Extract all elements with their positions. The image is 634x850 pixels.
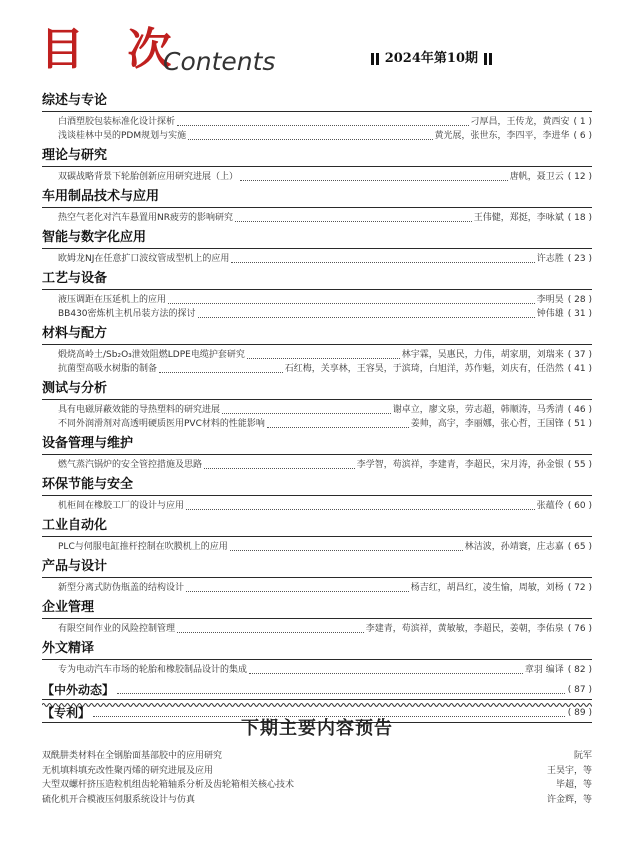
entry-page: ( 72 ) [567,583,592,593]
toc-entry[interactable] [42,458,592,472]
entry-title: 白酒塑胶包装标准化设计探析 [58,117,176,127]
section-title: 工艺与设备 [42,270,592,290]
toc-section [42,325,592,376]
entry-authors: 唐帆，聂卫云 [509,172,564,182]
section-title: 理论与研究 [42,147,592,167]
toc-entry[interactable] [42,293,592,307]
dot-leader [168,303,535,304]
section-title: 外文精译 [42,640,592,660]
toc-entry[interactable] [42,348,592,362]
entry-page: ( 55 ) [567,460,592,470]
dot-leader [247,358,400,359]
toc-entry[interactable] [42,129,592,143]
table-of-contents [42,92,592,723]
dot-leader [204,468,355,469]
next-item-author: 许金辉，等 [546,794,592,805]
entry-page: ( 12 ) [567,172,592,182]
next-item-author: 王昊宇，等 [546,765,592,776]
entry-page: ( 18 ) [567,213,592,223]
page-subtitle: Contents [163,47,276,76]
dot-leader [267,427,409,428]
toc-section [42,599,592,636]
entry-page: ( 23 ) [567,254,592,264]
dot-leader [240,180,508,181]
toc-section [42,147,592,184]
entry-title: 专为电动汽车市场的轮胎和橡胶制品设计的集成 [58,665,248,675]
entry-authors: 许志胜 [536,254,564,264]
next-issue-item[interactable] [42,764,592,779]
entry-page: ( 31 ) [567,309,592,319]
section-title: 【专利】 [42,706,91,720]
next-issue-item[interactable] [42,749,592,764]
entry-authors: 钟伟雄 [536,309,564,319]
entry-title: 燃气蒸汽锅炉的安全管控措施及思路 [58,460,203,470]
toc-entry[interactable] [42,663,592,677]
dot-leader [230,550,463,551]
next-item-author: 阮军 [573,751,592,761]
entry-title: 双碳战略背景下轮胎创新应用研究进展（上） [58,172,239,182]
entry-authors: 张蕴伶 [536,501,564,511]
entry-authors: 黄光展，张世东，李四平，李进华 [434,131,570,141]
dot-leader [235,221,472,222]
toc-entry[interactable] [42,581,592,595]
entry-authors: 林宇霖，吴惠民，力伟，胡家朋，刘瑞来 [401,350,564,360]
next-issue-title: 下期主要内容预告 [241,718,393,739]
toc-section [42,640,592,677]
toc-entry[interactable] [42,307,592,321]
dot-leader [198,317,535,318]
next-item-title: 大型双螺杆挤压造粒机组齿轮箱轴系分析及齿轮箱相关核心技术 [42,780,295,790]
issue-label [365,50,498,68]
toc-section [42,681,592,700]
next-item-title: 硫化机开合模液压伺服系统设计与仿真 [42,794,196,805]
toc-entry[interactable] [42,540,592,554]
entry-title: 抗菌型高吸水树脂的制备 [58,364,158,374]
dot-leader [222,413,391,414]
section-title: 测试与分析 [42,380,592,400]
entry-title: 浅谈桂林中昊的PDM规划与实施 [58,131,187,141]
entry-page: ( 65 ) [567,542,592,552]
section-title: 【中外动态】 [42,683,115,697]
entry-authors: 姜帅，高宇，李丽娜，张心哲，王国锋 [410,419,564,429]
section-title: 设备管理与维护 [42,435,592,455]
section-title: 车用制品技术与应用 [42,188,592,208]
next-item-title: 无机填料填充改性聚丙烯的研究进展及应用 [42,765,214,776]
dot-leader [177,125,468,126]
dot-leader [186,509,535,510]
wave-divider [42,702,592,708]
entry-page: ( 89 ) [567,708,592,718]
page-title: 目 次 [40,24,186,75]
entry-page: ( 28 ) [567,295,592,305]
entry-page: ( 60 ) [567,501,592,511]
entry-authors: 李明昊 [536,295,564,305]
entry-title: 机柜间在橡胶工厂的设计与应用 [58,501,185,511]
entry-authors: 李学智，苟滨祥，李建青，李超民，宋月涛，孙金银 [356,460,564,470]
toc-entry[interactable] [42,115,592,129]
header [0,0,634,88]
entry-title: 煅烧高岭土/Sb₂O₃泄效阻燃LDPE电缆护套研究 [58,350,245,360]
entry-authors: 章羽 编译 [524,665,564,675]
entry-title: 新型分离式防伪瓶盖的结构设计 [58,583,185,593]
next-issue-item[interactable] [42,793,592,808]
next-issue-item[interactable] [42,778,592,793]
toc-section [42,558,592,595]
dot-leader [188,139,432,140]
section-title: 智能与数字化应用 [42,229,592,249]
next-item-title: 双酰肼类材料在全钢胎面基部胶中的应用研究 [42,751,223,761]
toc-entry[interactable] [42,211,592,225]
toc-entry[interactable] [42,403,592,417]
entry-authors: 李建青，苟滨祥，黄敏敏，李超民，姜朝，李佑泉 [365,624,564,634]
toc-section [42,380,592,431]
toc-entry[interactable] [42,362,592,376]
entry-page: ( 46 ) [567,405,592,415]
entry-page: ( 76 ) [567,624,592,634]
entry-title: 热空气老化对汽车悬置用NR疲劳的影响研究 [58,213,233,223]
double-bar-icon [484,53,492,65]
entry-page: ( 41 ) [567,364,592,374]
section-title: 产品与设计 [42,558,592,578]
next-item-author: 毕超，等 [555,780,592,790]
dot-leader [117,693,565,694]
toc-entry[interactable] [42,622,592,636]
entry-title: 具有电磁屏蔽效能的导热塑料的研究进展 [58,405,221,415]
entry-page: ( 82 ) [567,665,592,675]
entry-page: ( 1 ) [573,117,592,127]
section-title: 环保节能与安全 [42,476,592,496]
toc-section [42,517,592,554]
dot-leader [231,262,534,263]
entry-authors: 王伟健，郑挺，李咏斌 [473,213,564,223]
section-title: 材料与配方 [42,325,592,345]
dot-leader [177,632,364,633]
entry-authors: 刁厚昌，王传龙，黄西安 [470,117,570,127]
toc-section [42,229,592,266]
next-issue-list [42,749,592,807]
dot-leader [186,591,409,592]
section-title: 企业管理 [42,599,592,619]
entry-authors: 杨吉红，胡昌红，凌生愉，周敏，刘杨 [410,583,564,593]
toc-section [42,476,592,513]
entry-page: ( 6 ) [573,131,592,141]
solo-section-entry[interactable] [42,681,592,700]
entry-title: 欧姆龙NJ在任意扩口波纹管成型机上的应用 [58,254,230,264]
toc-section [42,188,592,225]
entry-authors: 谢卓立，廖文泉，劳志超，韩顺涛，马秀清 [392,405,564,415]
dot-leader [159,372,283,373]
entry-authors: 林洁波，孙靖寰，庄志嘉 [464,542,564,552]
entry-page: ( 51 ) [567,419,592,429]
entry-title: BB430密炼机主机吊装方法的探讨 [58,309,196,319]
double-bar-icon [371,53,379,65]
section-title: 综述与专论 [42,92,592,112]
entry-page: ( 87 ) [567,685,592,695]
section-title: 工业自动化 [42,517,592,537]
entry-title: 不同外润滑剂对高透明硬质医用PVC材料的性能影响 [58,419,265,429]
entry-title: PLC与伺服电缸推杆控制在吹膜机上的应用 [58,542,228,552]
toc-entry[interactable] [42,252,592,266]
toc-section [42,270,592,321]
entry-authors: 石红梅，关享林，王容昊，于滨琦，白旭洋，苏作魁，刘庆有，任浩然 [284,364,564,374]
toc-entry[interactable] [42,417,592,431]
entry-title: 有限空间作业的风险控制管理 [58,624,176,634]
entry-page: ( 37 ) [567,350,592,360]
dot-leader [249,673,523,674]
entry-title: 液压调距在压延机上的应用 [58,295,167,305]
issue-number: 2024年第10期 [384,51,478,66]
toc-section [42,92,592,143]
toc-entry[interactable] [42,499,592,513]
toc-entry[interactable] [42,170,592,184]
toc-section [42,435,592,472]
